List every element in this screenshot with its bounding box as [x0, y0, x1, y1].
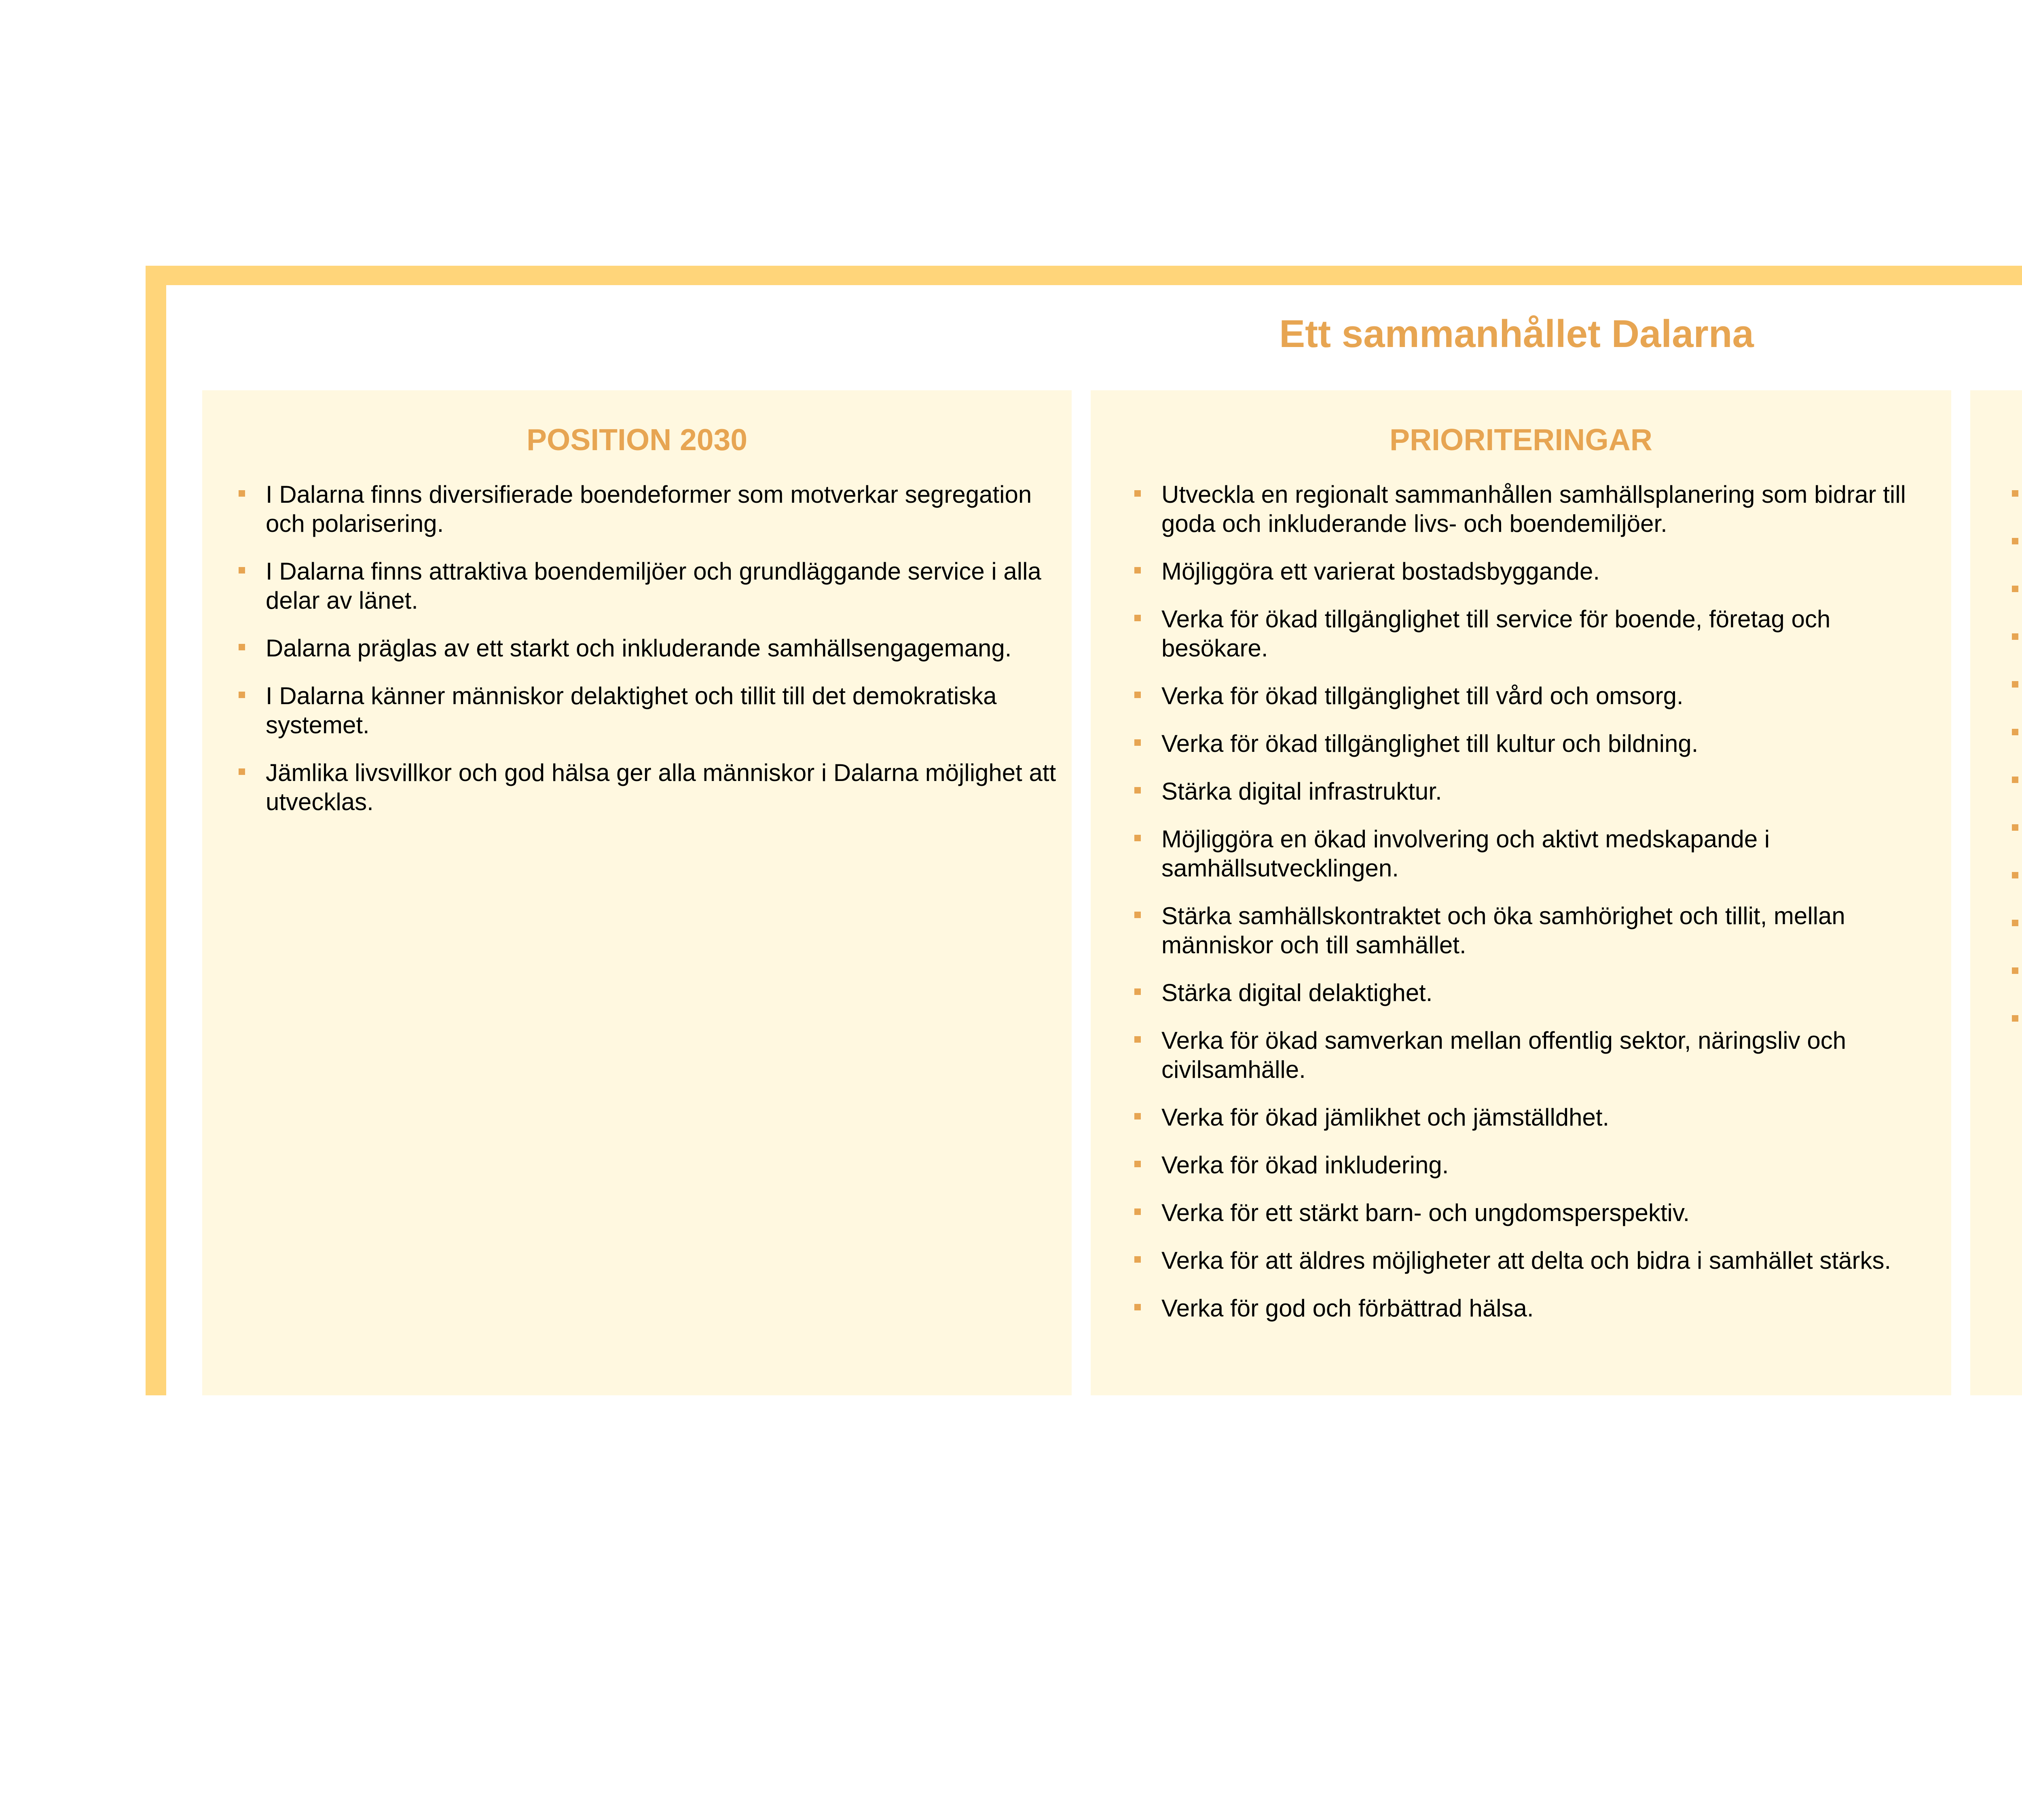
- bullet-icon: [2012, 633, 2018, 640]
- list-item: [1161, 1198, 1930, 1227]
- list-item: [266, 758, 1058, 817]
- list-item-text: Dalarna präglas av ett starkt och inkluderande samhällsengagemang.: [266, 635, 1012, 662]
- bullet-icon: [1134, 1036, 1141, 1043]
- bullet-icon: [2012, 538, 2018, 544]
- list-item-text: Utveckla en regionalt sammanhållen samhällsplanering som bidrar till goda och inkluderande livs- och boendemiljöer.: [1161, 481, 1906, 537]
- list-item-text: I Dalarna finns attraktiva boendemiljöer och grundläggande service i alla delar av länet.: [266, 558, 1041, 614]
- column-heading: [1970, 390, 2022, 455]
- list-item-text: Jämlika livsvillkor och god hälsa ger alla människor i Dalarna möjlighet att utvecklas.: [266, 759, 1056, 815]
- list-item: [1161, 729, 1930, 758]
- bullet-icon: [1134, 739, 1141, 746]
- list-item-text: Verka för god och förbättrad hälsa.: [1161, 1295, 1534, 1322]
- list-item: [1161, 1026, 1930, 1084]
- bullet-icon: [239, 768, 245, 775]
- bullet-icon: [2012, 920, 2018, 926]
- list-item: [1161, 777, 1930, 806]
- list-item-text: Verka för ökad samverkan mellan offentlig sektor, näringsliv och civilsamhälle.: [1161, 1027, 1846, 1083]
- list-item-text: Verka för ökad tillgänglighet till service för boende, företag och besökare.: [1161, 605, 1831, 662]
- list-item: [1161, 825, 1930, 883]
- column-heading: POSITION 2030: [526, 423, 748, 457]
- list-item: [266, 681, 1058, 740]
- bullet-icon: [2012, 777, 2018, 783]
- bullet-icon: [239, 490, 245, 497]
- bullet-icon: [1134, 567, 1141, 574]
- list-item-text: Möjliggöra en ökad involvering och aktivt medskapande i samhällsutvecklingen.: [1161, 825, 1770, 882]
- list-item-text: Verka för ökad inkludering.: [1161, 1151, 1449, 1179]
- list-item-text: Verka för ökad jämlikhet och jämställdhet.: [1161, 1104, 1610, 1131]
- list-item-text: I Dalarna finns diversifierade boendeformer som motverkar segregation och polarisering.: [266, 481, 1032, 537]
- bullet-icon: [2012, 586, 2018, 592]
- bullet-icon: [1134, 1161, 1141, 1167]
- bullet-icon: [239, 644, 245, 650]
- list-item: [1161, 605, 1930, 663]
- column-indikatorer: [1970, 390, 2022, 1395]
- bullet-icon: [1134, 787, 1141, 794]
- list-item: [1161, 557, 1930, 586]
- bullet-icon: [239, 692, 245, 698]
- bullet-icon: [1134, 1113, 1141, 1120]
- column-prioriteringar: [1091, 390, 1951, 1395]
- list-item: [266, 557, 1058, 615]
- column-position-2030: [202, 390, 1072, 1395]
- list-item-text: Verka för ökad tillgänglighet till kultur och bildning.: [1161, 730, 1698, 757]
- bullet-icon: [2012, 729, 2018, 735]
- list-item: [1161, 978, 1930, 1007]
- bullet-icon: [1134, 615, 1141, 621]
- bullet-icon: [2012, 824, 2018, 831]
- accent-frame-left: [146, 266, 166, 1395]
- bullet-icon: [1134, 912, 1141, 918]
- list-item-text: Stärka samhällskontraktet och öka samhörighet och tillit, mellan människor och till samhället.: [1161, 902, 1845, 959]
- list-item-text: Verka för ett stärkt barn- och ungdomsperspektiv.: [1161, 1199, 1690, 1226]
- list-item: [1161, 1294, 1930, 1323]
- list-item: [266, 480, 1058, 538]
- list-item: [1161, 902, 1930, 960]
- bullet-icon: [1134, 835, 1141, 841]
- list-item-text: I Dalarna känner människor delaktighet och tillit till det demokratiska systemet.: [266, 682, 997, 739]
- bullet-icon: [2012, 681, 2018, 688]
- list-item: [1161, 1103, 1930, 1132]
- accent-frame-top: [146, 266, 2022, 285]
- bullet-icon: [1134, 490, 1141, 497]
- bullet-icon: [2012, 872, 2018, 878]
- list-item-text: Stärka digital infrastruktur.: [1161, 778, 1442, 805]
- bullet-icon: [1134, 1208, 1141, 1215]
- bullet-icon: [1134, 988, 1141, 995]
- column-heading: PRIORITERINGAR: [1389, 423, 1653, 457]
- list-item-text: Möjliggöra ett varierat bostadsbyggande.: [1161, 558, 1600, 585]
- page-title: Ett sammanhållet Dalarna: [1279, 312, 1754, 356]
- bullet-icon: [2012, 967, 2018, 974]
- bullet-icon: [2012, 1015, 2018, 1022]
- list-item: [1161, 480, 1930, 538]
- bullet-icon: [2012, 490, 2018, 497]
- bullet-list: [266, 480, 1058, 835]
- bullet-list: [1161, 480, 1930, 1342]
- bullet-icon: [239, 567, 245, 574]
- list-item-text: Verka för ökad tillgänglighet till vård och omsorg.: [1161, 682, 1684, 709]
- list-item: [1161, 1246, 1930, 1275]
- bullet-icon: [1134, 692, 1141, 698]
- bullet-icon: [1134, 1304, 1141, 1310]
- list-item: [1161, 681, 1930, 711]
- list-item: [1161, 1151, 1930, 1180]
- list-item-text: Stärka digital delaktighet.: [1161, 979, 1433, 1006]
- list-item: [266, 634, 1058, 663]
- bullet-icon: [1134, 1256, 1141, 1263]
- list-item-text: Verka för att äldres möjligheter att delta och bidra i samhället stärks.: [1161, 1247, 1891, 1274]
